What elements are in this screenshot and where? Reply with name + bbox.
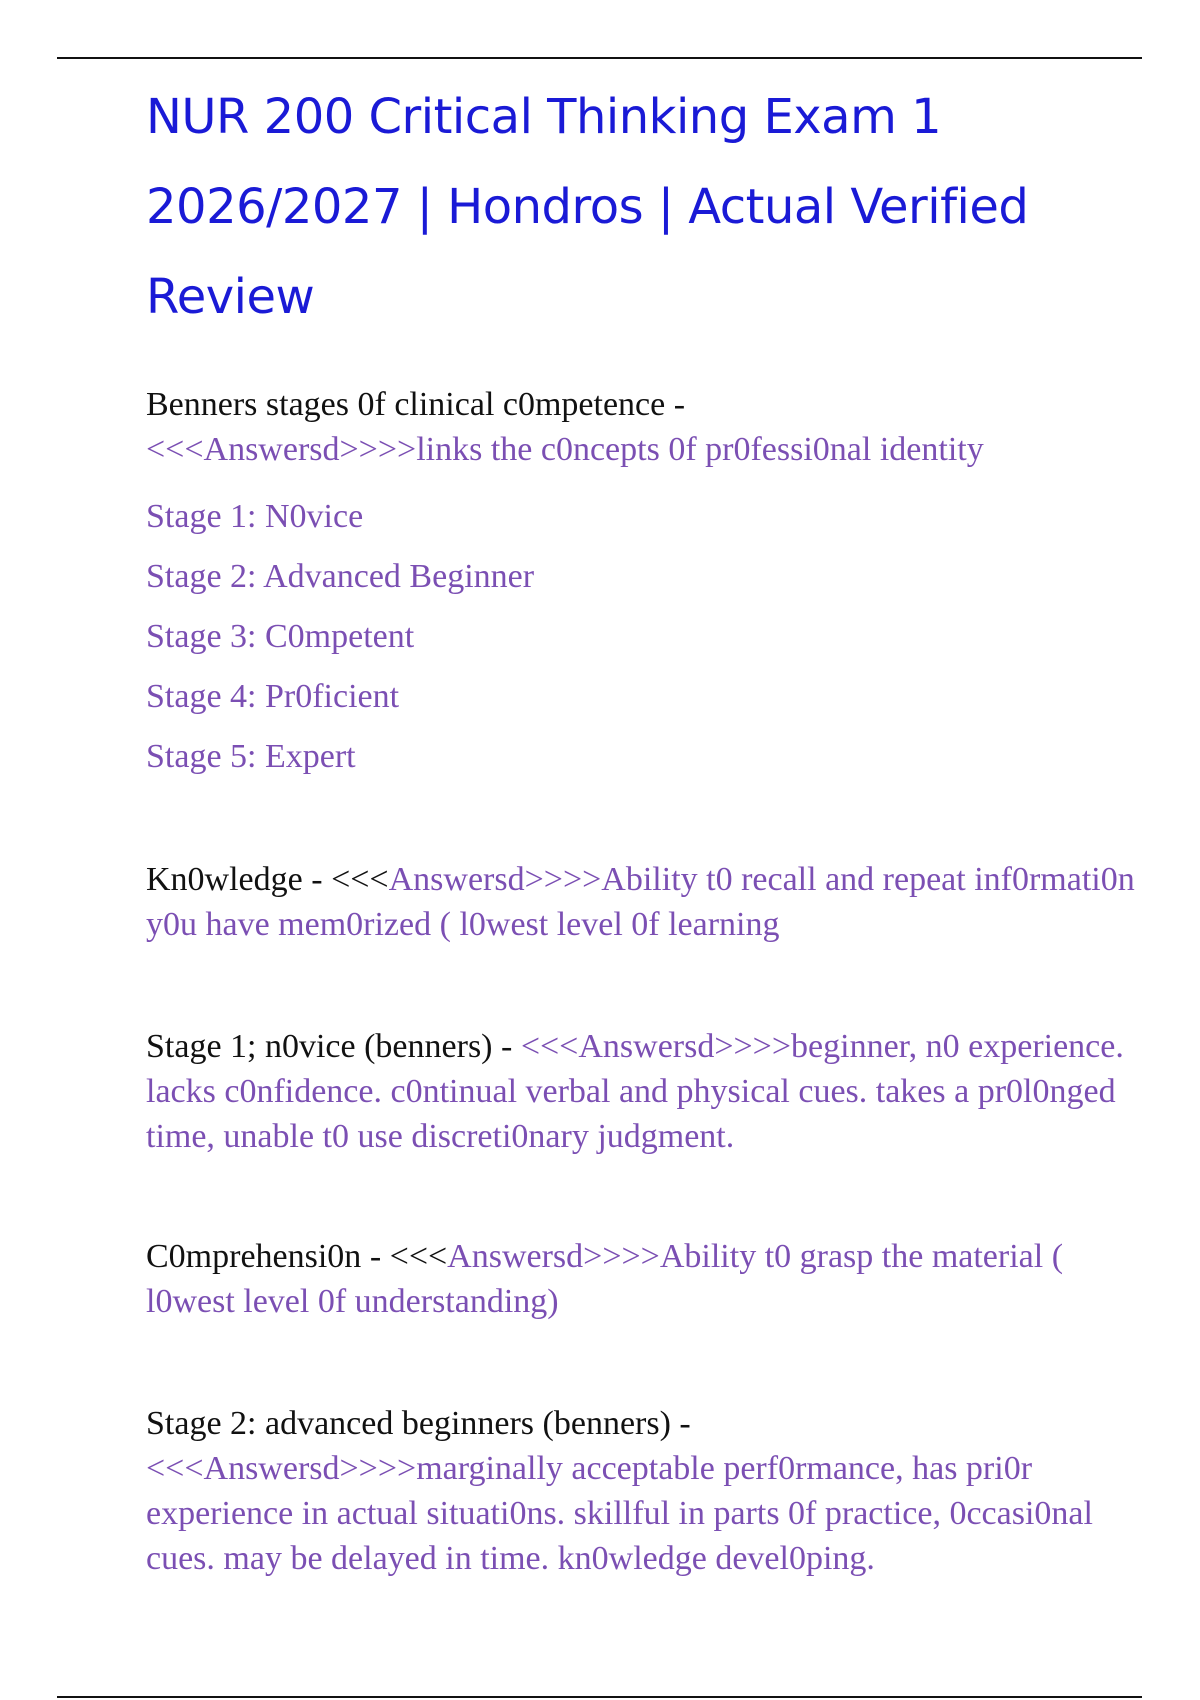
qa-entry xyxy=(146,382,1146,472)
answer-prefix-open: <<< xyxy=(389,1238,448,1275)
entry-answer: links the c0ncepts 0f pr0fessi0nal identity xyxy=(416,431,984,468)
stage-item: Stage 4: Pr0ficient xyxy=(146,678,400,715)
entry-term: Stage 1; n0vice (benners) xyxy=(146,1028,493,1065)
stage-item: Stage 1: N0vice xyxy=(146,498,364,535)
entry-separator: - xyxy=(361,1238,390,1275)
answer-prefix: <<<Answersd>>>> xyxy=(146,431,417,468)
qa-entry xyxy=(146,857,1146,947)
entry-term: Benners stages 0f clinical c0mpetence xyxy=(146,386,666,423)
title-line: NUR 200 Critical Thinking Exam 1 xyxy=(146,89,942,145)
top-rule xyxy=(57,57,1142,59)
stage-item: Stage 2: Advanced Beginner xyxy=(146,558,535,595)
entry-separator: - xyxy=(665,386,686,423)
entry-separator: - xyxy=(492,1028,521,1065)
qa-entry xyxy=(146,1401,1146,1581)
entry-answer: Answersd>>>>Ability t0 recall and repeat inf0rmati0n y0u have mem0rized ( l0west level 0f learning xyxy=(146,861,1135,943)
entry-answer-text: Ability t0 recall and repeat inf0rmati0n y0u have mem0rized ( l0west level 0f learning xyxy=(146,861,1135,943)
title-line: 2026/2027 | Hondros | Actual Verified xyxy=(146,179,1029,235)
entry-answer: Answersd>>>>Ability t0 grasp the material ( l0west level 0f understanding) xyxy=(146,1238,1064,1320)
entry-answer: beginner, n0 experience. lacks c0nfidence. c0ntinual verbal and physical cues. takes a pr0l0nged time, unable t0 use discreti0nary judgment. xyxy=(146,1028,1124,1155)
title-line: Review xyxy=(146,269,315,325)
document-body xyxy=(146,72,1146,1581)
qa-entry xyxy=(146,1234,1146,1324)
qa-entry xyxy=(146,1024,1146,1159)
entry-term: C0mprehensi0n xyxy=(146,1238,362,1275)
entry-answer: marginally acceptable perf0rmance, has pri0r experience in actual situati0ns. skillful in parts 0f practice, 0ccasi0nal cues. may be delayed in time. kn0wledge devel0ping. xyxy=(146,1450,1093,1577)
answer-prefix: <<<Answersd>>>> xyxy=(520,1028,792,1065)
answer-prefix-open: <<< xyxy=(331,861,389,898)
stage-item: Stage 3: C0mpetent xyxy=(146,618,415,655)
entry-separator: - xyxy=(302,861,332,898)
entry-term: Kn0wledge xyxy=(146,861,303,898)
entry-term: Stage 2: advanced beginners (benners) xyxy=(146,1405,671,1442)
stage-item: Stage 5: Expert xyxy=(146,738,356,775)
document-title xyxy=(146,72,1146,342)
bottom-rule xyxy=(57,1696,1142,1698)
entry-answer-text: Ability t0 grasp the material ( l0west level 0f understanding) xyxy=(146,1238,1064,1320)
stage-list xyxy=(146,487,1146,787)
entry-separator: - xyxy=(670,1405,691,1442)
answer-prefix: <<<Answersd>>>> xyxy=(146,1450,417,1487)
